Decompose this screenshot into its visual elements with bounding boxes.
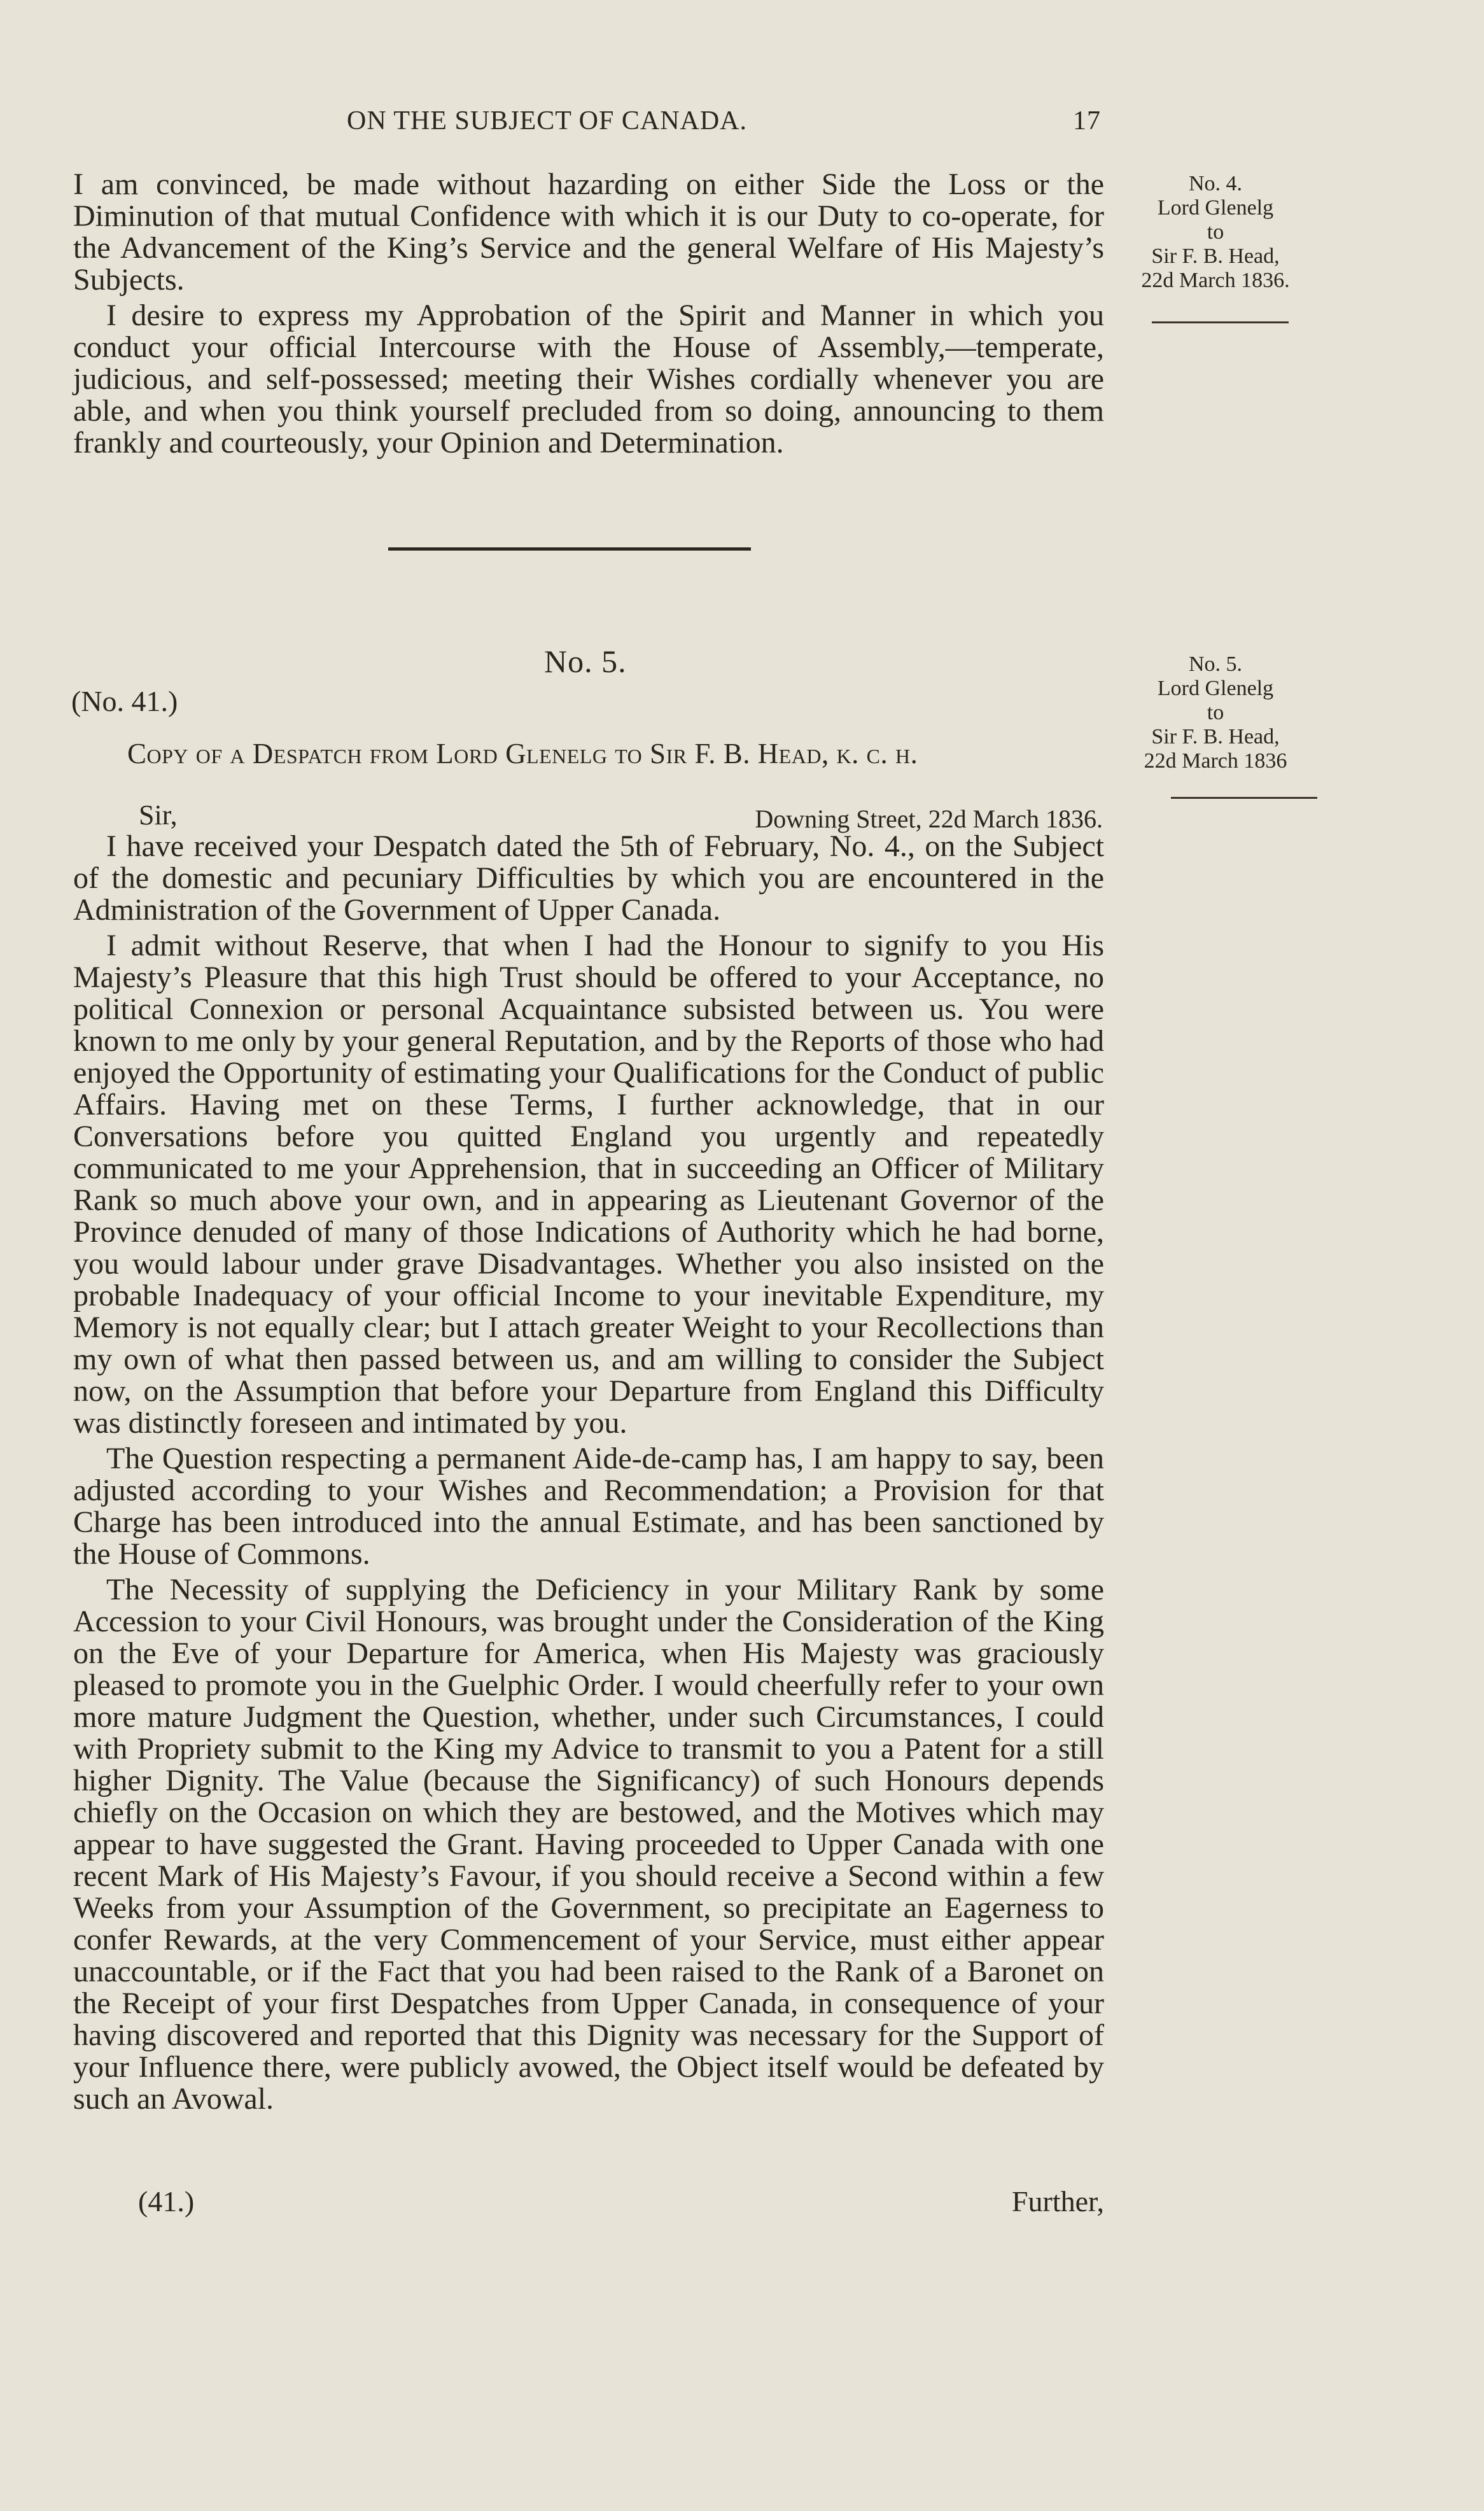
paragraph: I admit without Reserve, that when I had the Honour to signify to you His Majesty’s Pleasure that this high Trust should be offered to your Acceptance, no political Connexion or personal Acquaintance subsisted between us. You were known to me only by your general Reputation, and by the Reports of those who had enjoyed the Opportunity of estimating your Qualifications for the Conduct of public Affairs. Having met on these Terms, I further acknowledge, that in our Conversations before you quitted England you urgently and repeatedly communicated to me your Apprehension, that in succeeding an Officer of Military Rank so much above your own, and in appearing as Lieutenant Governor of the Province denuded of many of those Indications of Authority which he had borne, you would labour under grave Disadvantages. Whether you also insisted on the probable Inadequacy of your official Income to your inevitable Expenditure, my Memory is not equally clear; but I attach greater Weight to your Recollections than my own of what then passed between us, and am willing to consider the Subject now, on the Assumption that before your Departure from England this Difficulty was distinctly foreseen and intimated by you. [73, 929, 1104, 1440]
catchword: Further, [1011, 2185, 1104, 2218]
paragraph: The Question respecting a permanent Aide-de-camp has, I am happy to say, been adjusted according to your Wishes and Recommendation; a Provision for that Charge has been introduced into the annual Estimate, and has been sanctioned by the House of Commons. [73, 1442, 1104, 1571]
margin-note-to: to [1207, 220, 1224, 244]
paragraph: I desire to express my Approbation of the Spirit and Manner in which you conduct your official Intercourse with the House of Assembly,—temperate, judicious, and self-possessed; meeting their Wishes cordially whenever you are able, and when you think yourself precluded from so doing, announcing to them frankly and courteously, your Opinion and Determination. [73, 299, 1104, 460]
section-divider [388, 547, 751, 551]
paragraph: I am convinced, be made without hazarding on either Side the Loss or the Diminution of that mutual Confidence with which it is our Duty to co-operate, for the Advancement of the King’s Service and the general Welfare of His Majesty’s Subjects. [73, 167, 1104, 297]
running-header [73, 101, 1101, 139]
document-reference: (No. 41.) [71, 685, 178, 717]
page-footer [73, 2184, 1104, 2220]
margin-note-no5 [1120, 652, 1311, 773]
margin-note-number: No. 5. [1188, 652, 1243, 676]
page-number: 17 [1073, 106, 1101, 136]
continuation-text [73, 169, 1104, 463]
signature-mark: (41.) [138, 2185, 195, 2218]
salutation: Sir, [139, 799, 178, 831]
paragraph: The Necessity of supplying the Deficiency in your Military Rank by some Accession to your Civil Honours, was brought under the Consideration of the King on the Eve of your Departure for America, when His Majesty was graciously pleased to promote you in the Guelphic Order. I would cheerfully refer to your own more mature Judgment the Question, whether, under such Circumstances, I could with Propriety submit to the King my Advice to transmit to you a Patent for a still higher Dignity. The Value (because the Significancy) of such Honours depends chiefly on the Occasion on which they are bestowed, and the Motives which may appear to have suggested the Grant. Having proceeded to Upper Canada with one recent Mark of His Majesty’s Favour, if you should receive a Second within a few Weeks from your Assumption of the Government, so precipitate an Eagerness to confer Rewards, at the very Commencement of your Service, must either appear unaccountable, or if the Fact that you had been raised to the Rank of a Baronet on the Receipt of your first Despatches from Upper Canada, in consequence of your having discovered and reported that this Dignity was necessary for the Support of your Influence there, were publicly avowed, the Object itself would be defeated by such an Avowal. [73, 1573, 1104, 2116]
margin-rule [1171, 797, 1317, 799]
location-date: Downing Street, 22d March 1836. [755, 805, 1103, 833]
margin-note-date: 22d March 1836 [1144, 749, 1287, 773]
margin-note-no4 [1120, 172, 1311, 293]
paragraph: I have received your Despatch dated the 5th of February, No. 4., on the Subject of the domestic and pecuniary Difficulties by which you are encountered in the Administration of the Government of Upper Canada. [73, 829, 1104, 927]
margin-note-from: Lord Glenelg [1157, 196, 1274, 220]
margin-note-date: 22d March 1836. [1141, 269, 1290, 292]
margin-rule [1152, 321, 1289, 323]
document-title: Copy of a Despatch from Lord Glenelg to Sir F. B. Head, k. c. h. [127, 738, 918, 770]
margin-note-recipient: Sir F. B. Head, [1151, 725, 1280, 749]
despatch-body [73, 831, 1104, 2119]
margin-note-from: Lord Glenelg [1157, 677, 1274, 700]
salutation-line [139, 799, 1103, 831]
margin-note-to: to [1207, 701, 1224, 724]
margin-note-recipient: Sir F. B. Head, [1151, 244, 1280, 268]
margin-note-number: No. 4. [1188, 172, 1243, 195]
document-number: No. 5. [544, 644, 627, 679]
running-title: ON THE SUBJECT OF CANADA. [347, 106, 748, 136]
